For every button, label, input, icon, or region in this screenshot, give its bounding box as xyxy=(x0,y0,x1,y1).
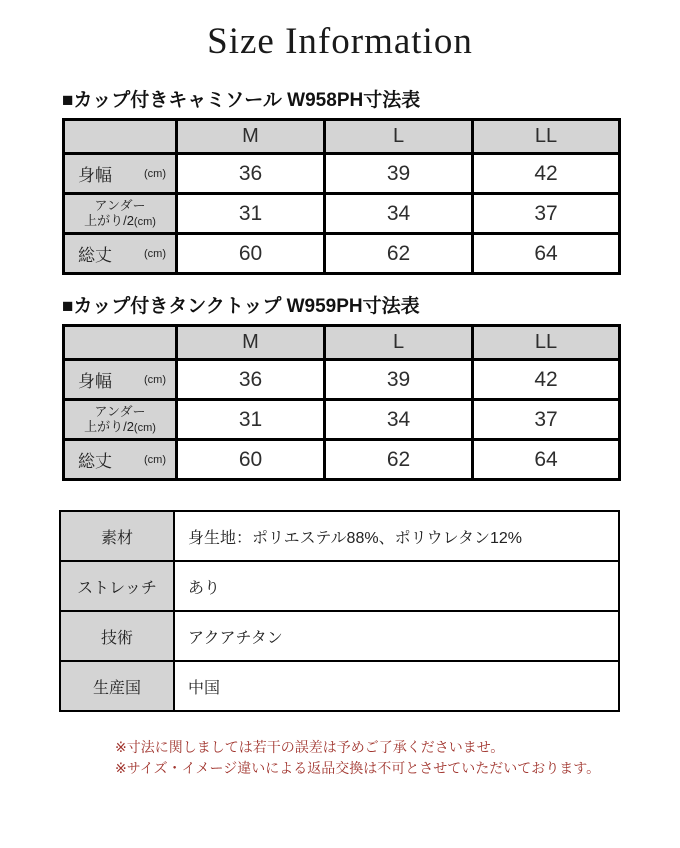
size-value-cell: 36 xyxy=(177,154,325,194)
size-value-cell: 34 xyxy=(325,194,473,234)
size-value-cell: 60 xyxy=(177,440,325,480)
size-table-camisole-w958ph xyxy=(62,118,621,275)
table-row-technology xyxy=(60,611,619,661)
measurement-unit: (cm) xyxy=(144,247,166,260)
measurement-unit: (cm) xyxy=(144,167,166,180)
measurement-label-line2: 上がり/2 xyxy=(84,418,134,434)
table-row-body-width xyxy=(64,154,620,194)
spec-row-label: 生産国 xyxy=(60,661,174,711)
size-value-cell: 62 xyxy=(325,440,473,480)
measurement-label: アンダー xyxy=(94,197,146,213)
table-row-total-length xyxy=(64,440,620,480)
size-value-cell: 62 xyxy=(325,234,473,274)
size-column-header-ll: LL xyxy=(473,326,620,360)
spec-row-value: 中国 xyxy=(174,661,619,711)
table-row-material xyxy=(60,511,619,561)
measurement-label-cell xyxy=(64,194,177,234)
measurement-unit: (cm) xyxy=(144,373,166,386)
measurement-unit: (cm) xyxy=(144,453,166,466)
corner-cell xyxy=(64,326,177,360)
spec-row-value: 身生地：ポリエステル88%、ポリウレタン12% xyxy=(174,511,619,561)
table-row-stretch xyxy=(60,561,619,611)
table-row-total-length xyxy=(64,234,620,274)
size-column-header-m: M xyxy=(177,326,325,360)
corner-cell xyxy=(64,120,177,154)
measurement-label: 身幅 xyxy=(78,166,112,185)
size-value-cell: 36 xyxy=(177,360,325,400)
table-row-underbust xyxy=(64,194,620,234)
size-table-heading-tanktop: ■カップ付きタンクトップ W959PH寸法表 xyxy=(62,296,420,317)
measurement-unit: (cm) xyxy=(133,215,156,228)
footnote-line-2: ※サイズ・イメージ違いによる返品交換は不可とさせていただいております。 xyxy=(115,760,601,776)
size-value-cell: 37 xyxy=(473,400,620,440)
measurement-label: 総丈 xyxy=(78,246,112,265)
measurement-label-cell xyxy=(64,360,177,400)
size-column-header-m: M xyxy=(177,120,325,154)
spec-row-label: 素材 xyxy=(60,511,174,561)
size-value-cell: 34 xyxy=(325,400,473,440)
footnotes xyxy=(115,737,680,779)
size-value-cell: 42 xyxy=(473,360,620,400)
measurement-label: 総丈 xyxy=(78,452,112,471)
footnote-line-1: ※寸法に関しましては若干の誤差は予めご了承くださいませ。 xyxy=(115,739,505,755)
spec-row-label: 技術 xyxy=(60,611,174,661)
measurement-label-cell xyxy=(64,440,177,480)
size-value-cell: 64 xyxy=(473,234,620,274)
table-row-country xyxy=(60,661,619,711)
size-value-cell: 31 xyxy=(177,194,325,234)
table-row-body-width xyxy=(64,360,620,400)
size-value-cell: 31 xyxy=(177,400,325,440)
spec-row-label: ストレッチ xyxy=(60,561,174,611)
size-column-header-l: L xyxy=(325,326,473,360)
size-value-cell: 64 xyxy=(473,440,620,480)
size-value-cell: 37 xyxy=(473,194,620,234)
spec-row-value: アクアチタン xyxy=(174,611,619,661)
size-column-header-l: L xyxy=(325,120,473,154)
header-row xyxy=(64,326,620,360)
size-value-cell: 42 xyxy=(473,154,620,194)
measurement-label-cell xyxy=(64,154,177,194)
page-title: Size Information xyxy=(207,21,473,62)
size-value-cell: 39 xyxy=(325,360,473,400)
size-value-cell: 39 xyxy=(325,154,473,194)
size-table-tanktop-w959ph xyxy=(62,324,621,481)
spec-table xyxy=(59,510,620,712)
measurement-label: 身幅 xyxy=(78,372,112,391)
size-column-header-ll: LL xyxy=(473,120,620,154)
header-row xyxy=(64,120,620,154)
measurement-label-cell xyxy=(64,400,177,440)
size-value-cell: 60 xyxy=(177,234,325,274)
measurement-unit: (cm) xyxy=(133,421,156,434)
measurement-label: アンダー xyxy=(94,403,146,419)
measurement-label-line2: 上がり/2 xyxy=(84,212,134,228)
table-row-underbust xyxy=(64,400,620,440)
size-table-heading-camisole: ■カップ付きキャミソール W958PH寸法表 xyxy=(62,90,421,111)
measurement-label-cell xyxy=(64,234,177,274)
spec-row-value: あり xyxy=(174,561,619,611)
